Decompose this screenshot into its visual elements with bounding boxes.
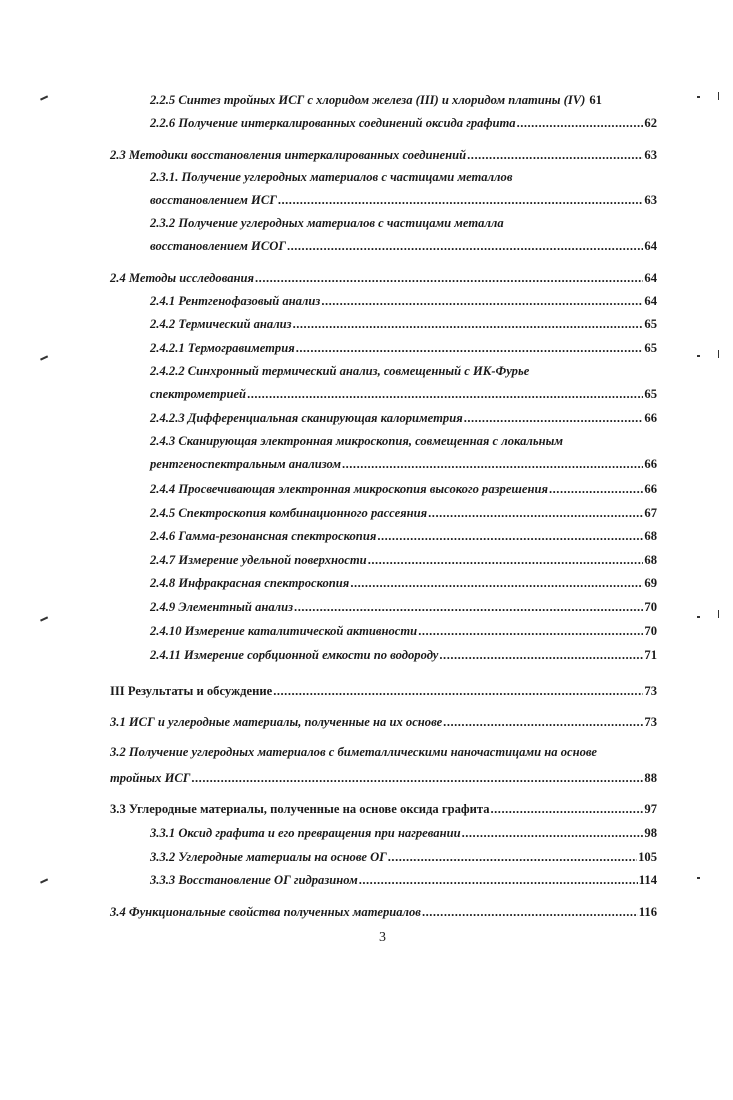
toc-entry-title: 2.4.6 Гамма-резонансная спектроскопия [150, 529, 377, 543]
toc-entry-title: 2.2.5 Синтез тройных ИСГ с хлоридом железа (III) и хлоридом платины (IV) [150, 93, 586, 107]
dot-leader [388, 849, 637, 865]
dot-leader [491, 801, 644, 817]
toc-entry-page: 65 [644, 317, 657, 331]
dot-leader [517, 115, 644, 131]
toc-entry-title: 2.4.5 Спектроскопия комбинационного рассеяния [150, 506, 428, 520]
toc-entry [150, 647, 657, 663]
toc-entry [150, 872, 657, 888]
toc-entry-title: 2.4.9 Элементный анализ [150, 600, 294, 614]
toc-entry [110, 801, 657, 817]
toc-entry-page: 70 [644, 624, 657, 638]
scan-mark [718, 610, 719, 618]
toc-entry-page: 97 [644, 802, 657, 816]
toc-entry [150, 192, 657, 208]
toc-entry [150, 575, 657, 591]
dot-leader [342, 456, 643, 472]
dot-leader [287, 238, 643, 254]
scan-mark [697, 616, 700, 618]
toc-entry-title: 3.1 ИСГ и углеродные материалы, полученные на их основе [110, 715, 443, 729]
toc-entry [150, 293, 657, 309]
toc-entry-page: 88 [644, 771, 657, 785]
page-number: 3 [379, 930, 386, 945]
toc-entry-title: 3.4 Функциональные свойства полученных материалов [110, 905, 421, 919]
toc-entry [150, 825, 657, 841]
toc-entry-title: восстановлением ИСГ [150, 193, 277, 207]
toc-entry-title: 3.3 Углеродные материалы, полученные на основе оксида графита [110, 802, 490, 816]
scan-mark [697, 355, 700, 357]
scan-mark [718, 92, 719, 100]
scan-mark [697, 877, 700, 879]
toc-entry-title: 2.4.8 Инфракрасная спектроскопия [150, 576, 350, 590]
toc-entry-title: 2.4.4 Просвечивающая электронная микроскопия высокого разрешения [150, 482, 548, 496]
toc-entry [110, 744, 657, 760]
dot-leader [428, 505, 643, 521]
dot-leader [350, 575, 643, 591]
toc-entry-title: 2.4.10 Измерение каталитической активности [150, 624, 418, 638]
dot-leader [255, 270, 643, 286]
toc-entry [150, 386, 657, 402]
toc-entry [150, 623, 657, 639]
toc-entry-title: 2.4 Методы исследования [110, 271, 255, 285]
toc-entry-page: 65 [644, 341, 657, 355]
dot-leader [296, 340, 644, 356]
toc-entry-page: 66 [644, 457, 657, 471]
dot-leader [247, 386, 643, 402]
toc-entry-title: 2.4.2.2 Синхронный термический анализ, совмещенный с ИК-Фурье [150, 364, 530, 378]
toc-entry [150, 599, 657, 615]
toc-entry-title: рентгеноспектральным анализом [150, 457, 341, 471]
dot-leader [439, 647, 643, 663]
toc-entry-title: 2.4.7 Измерение удельной поверхности [150, 553, 367, 567]
toc-entry-page: 73 [644, 684, 657, 698]
dot-leader [377, 528, 643, 544]
toc-entry-page: 66 [644, 482, 657, 496]
dot-leader [359, 872, 638, 888]
toc-entry [150, 456, 657, 472]
toc-entry [110, 683, 657, 699]
dot-leader [321, 293, 643, 309]
dot-leader [293, 316, 644, 332]
toc-entry-page: 66 [644, 411, 657, 425]
dot-leader [443, 714, 643, 730]
toc-entry-title: 2.4.2.1 Термогравиметрия [150, 341, 295, 355]
toc-entry-title: тройных ИСГ [110, 771, 191, 785]
dot-leader [549, 481, 643, 497]
toc-entry-page: 73 [644, 715, 657, 729]
toc-entry-page: 64 [644, 239, 657, 253]
toc-entry [150, 169, 657, 185]
toc-entry [150, 481, 657, 497]
toc-entry-title: 3.3.2 Углеродные материалы на основе ОГ [150, 850, 387, 864]
dot-leader [273, 683, 643, 699]
toc-entry-page: 116 [638, 905, 657, 919]
toc-entry-page: 67 [644, 506, 657, 520]
dot-leader [294, 599, 643, 615]
toc-entry [150, 316, 657, 332]
toc-entry [110, 904, 657, 920]
toc-entry [110, 714, 657, 730]
dot-leader [422, 904, 638, 920]
toc-entry [150, 433, 657, 449]
toc-entry-title: восстановлением ИСОГ [150, 239, 286, 253]
dot-leader [418, 623, 643, 639]
toc-entry-page: 69 [644, 576, 657, 590]
toc-entry-page: 63 [644, 193, 657, 207]
toc-entry-page: 71 [644, 648, 657, 662]
toc-entry-title: 3.2 Получение углеродных материалов с биметаллическими наночастицами на основе [110, 745, 597, 759]
toc-entry [150, 505, 657, 521]
toc-entry-title: 2.3.1. Получение углеродных материалов с частицами металлов [150, 170, 513, 184]
toc-entry-title: 3.3.3 Восстановление ОГ гидразином [150, 873, 358, 887]
toc-entry-page: 68 [644, 553, 657, 567]
toc-entry [150, 92, 657, 108]
toc-entry [110, 270, 657, 286]
toc-entry [150, 215, 657, 231]
toc-entry-page: 65 [644, 387, 657, 401]
dot-leader [278, 192, 644, 208]
dot-leader [191, 770, 643, 786]
toc-entry [150, 552, 657, 568]
dot-leader [462, 825, 644, 841]
toc-entry-title: спектрометрией [150, 387, 247, 401]
dot-leader [467, 147, 643, 163]
scan-mark [697, 96, 700, 98]
toc-entry-title: 2.4.3 Сканирующая электронная микроскопия, совмещенная с локальным [150, 434, 563, 448]
toc-entry-page: 114 [638, 873, 657, 887]
toc-entry-title: III Результаты и обсуждение [110, 684, 273, 698]
toc-entry-title: 2.3.2 Получение углеродных материалов с частицами металла [150, 216, 504, 230]
toc-entry [150, 238, 657, 254]
toc-entry-page: 64 [644, 271, 657, 285]
toc-entry-page: 63 [644, 148, 657, 162]
toc-entry-title: 2.2.6 Получение интеркалированных соединений оксида графита [150, 116, 516, 130]
toc-entry-page: 62 [644, 116, 657, 130]
toc-entry-page: 68 [644, 529, 657, 543]
toc-entry-page: 98 [644, 826, 657, 840]
toc-entry-page: 64 [644, 294, 657, 308]
toc-entry-page: 70 [644, 600, 657, 614]
toc-entry-title: 2.4.2 Термический анализ [150, 317, 292, 331]
toc-entry [150, 340, 657, 356]
toc-entry-title: 2.4.11 Измерение сорбционной емкости по водороду [150, 648, 439, 662]
toc-entry [150, 410, 657, 426]
toc-entry-title: 3.3.1 Оксид графита и его превращения при нагревании [150, 826, 461, 840]
toc-entry [150, 363, 657, 379]
toc-entry [150, 115, 657, 131]
dot-leader [464, 410, 644, 426]
toc-entry-title: 2.4.2.3 Дифференциальная сканирующая калориметрия [150, 411, 463, 425]
toc-entry [110, 147, 657, 163]
toc-entry-title: 2.3 Методики восстановления интеркалированных соединений [110, 148, 467, 162]
toc-entry [150, 849, 657, 865]
toc-entry [150, 528, 657, 544]
dot-leader [368, 552, 644, 568]
toc-entry [110, 770, 657, 786]
toc-entry-title: 2.4.1 Рентгенофазовый анализ [150, 294, 321, 308]
toc-entry-page: 61 [589, 93, 602, 107]
scan-mark [718, 350, 719, 358]
toc-entry-page: 105 [638, 850, 657, 864]
